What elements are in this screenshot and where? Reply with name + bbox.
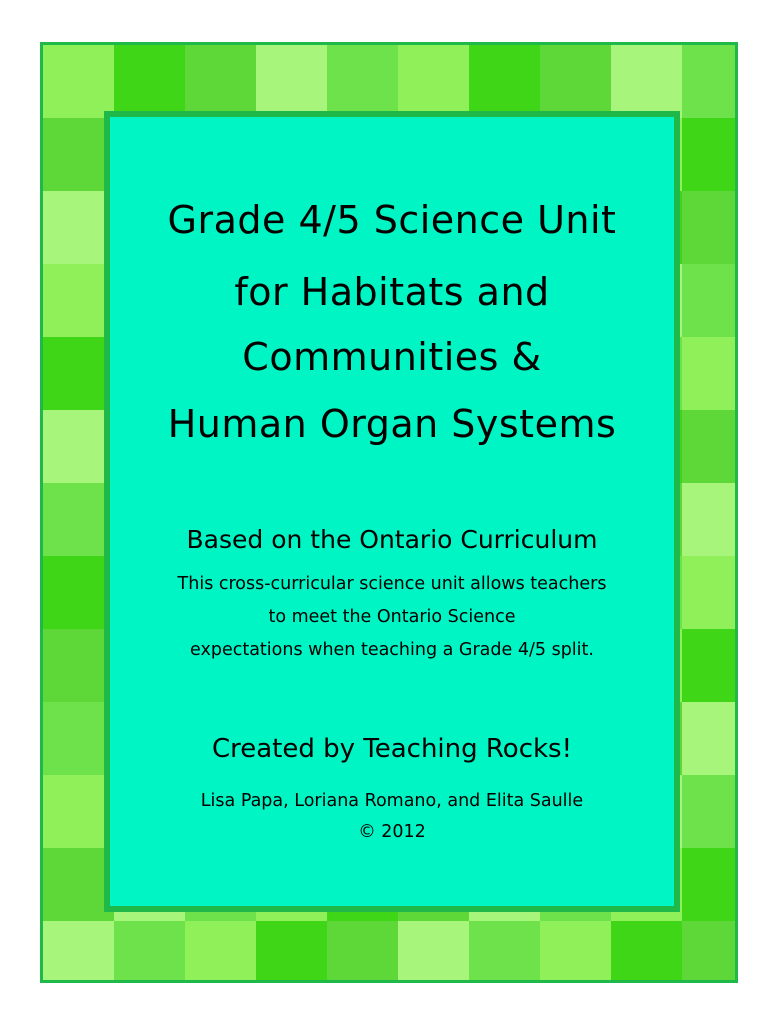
title-line-3: Communities & <box>242 335 542 379</box>
title-line-4: Human Organ Systems <box>167 402 617 446</box>
border-tile <box>256 921 327 983</box>
border-tile <box>682 191 738 264</box>
border-tile <box>682 702 738 775</box>
border-tile <box>682 556 738 629</box>
border-tile <box>398 921 469 983</box>
description-line-2: to meet the Ontario Science <box>268 607 516 627</box>
border-tile <box>682 629 738 702</box>
border-tile <box>682 264 738 337</box>
border-tile <box>256 45 327 118</box>
border-tile <box>398 45 469 118</box>
border-tile <box>682 118 738 191</box>
border-tile <box>43 921 114 983</box>
border-tile <box>611 921 682 983</box>
border-tile <box>611 45 682 118</box>
border-tile <box>540 45 611 118</box>
created-by: Created by Teaching Rocks! <box>211 734 573 764</box>
title-line-1: Grade 4/5 Science Unit <box>167 198 617 242</box>
cover-panel <box>104 111 680 912</box>
border-tile <box>114 921 185 983</box>
border-tile <box>682 45 738 118</box>
border-tile <box>469 45 540 118</box>
description-line-3: expectations when teaching a Grade 4/5 split. <box>190 640 594 660</box>
border-tile <box>682 775 738 848</box>
border-tile <box>114 45 185 118</box>
border-tile <box>185 45 256 118</box>
border-tile <box>682 410 738 483</box>
border-tile <box>682 848 738 921</box>
description-line-1: This cross-curricular science unit allows teachers <box>177 574 607 594</box>
border-tile <box>327 45 398 118</box>
border-tile <box>540 921 611 983</box>
copyright: © 2012 <box>358 822 426 842</box>
border-tile <box>682 921 738 983</box>
border-tile <box>185 921 256 983</box>
border-tile <box>682 337 738 410</box>
title-line-2: for Habitats and <box>234 270 550 314</box>
subtitle: Based on the Ontario Curriculum <box>186 525 598 554</box>
border-tile <box>682 483 738 556</box>
border-tile <box>43 45 114 118</box>
border-tile <box>327 921 398 983</box>
authors: Lisa Papa, Loriana Romano, and Elita Saulle <box>200 791 584 811</box>
border-tile <box>469 921 540 983</box>
